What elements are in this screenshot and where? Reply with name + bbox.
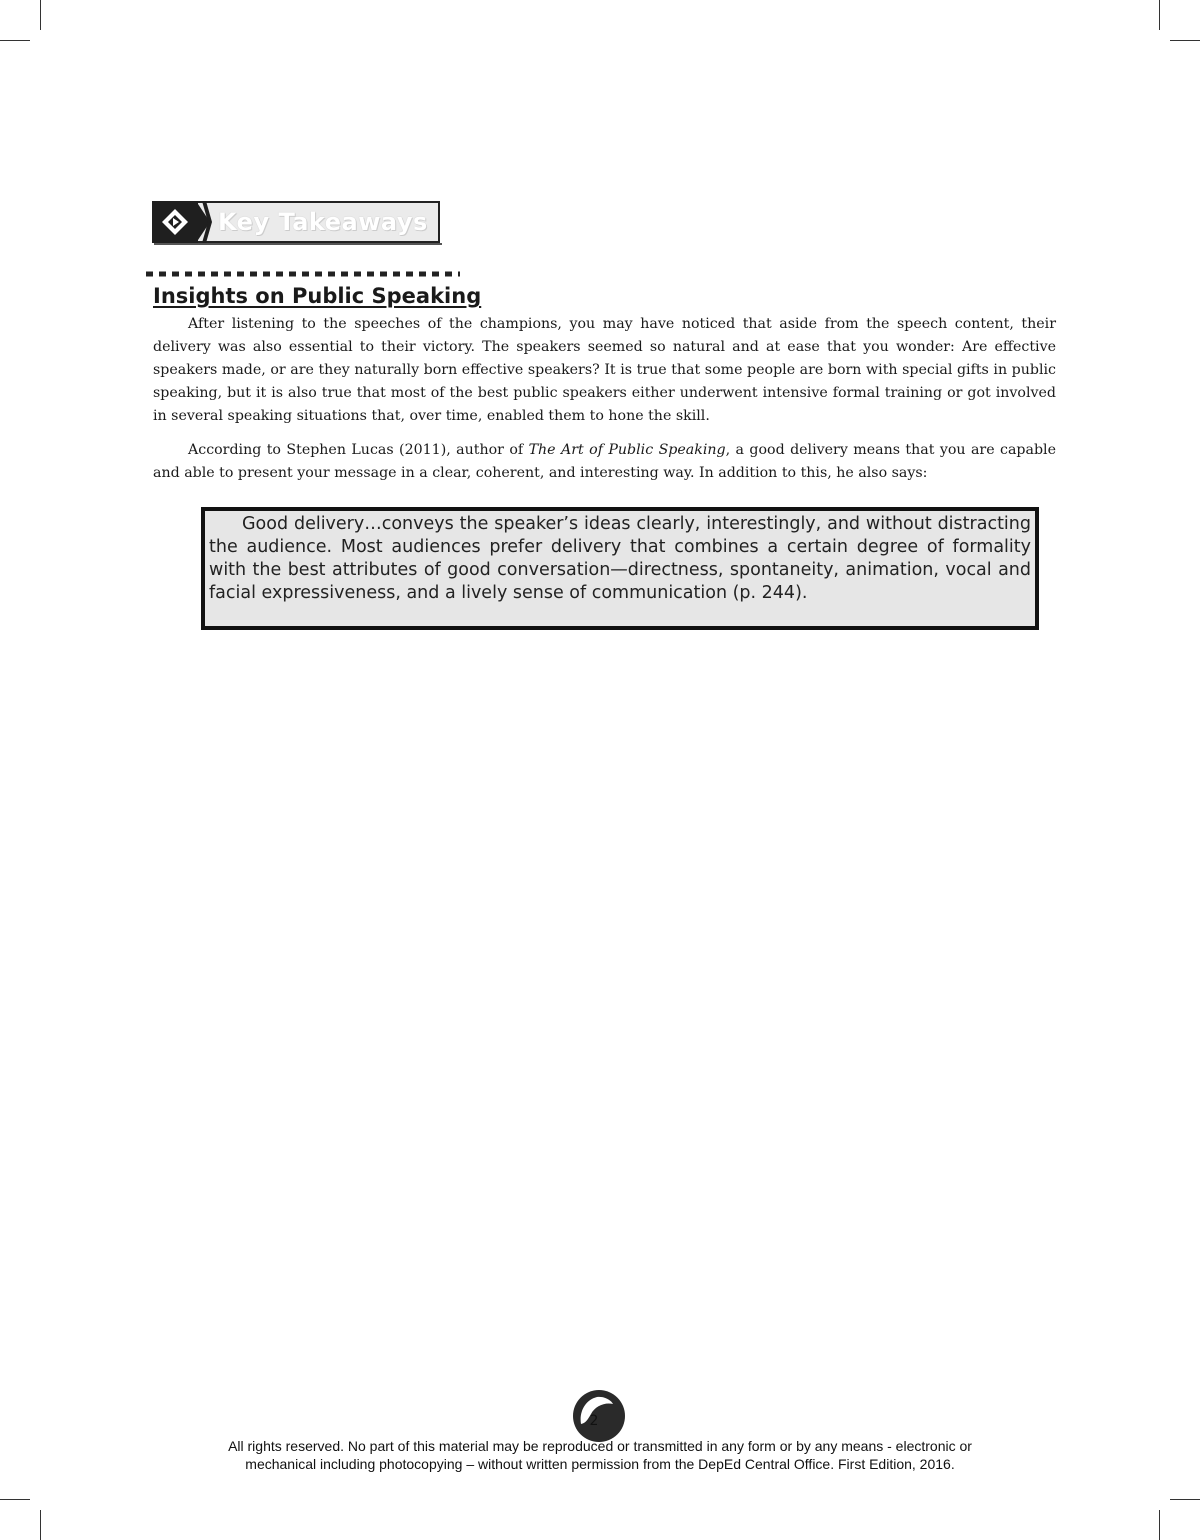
footer-copyright [150,1437,1050,1473]
diamond-arrow-icon [160,207,190,237]
quote-box [201,507,1039,630]
quote-text: Good delivery…conveys the speaker’s ideas clearly, interestingly, and without distracting the audience. Most audiences prefer delivery that combines a certain degree of formality with the best attributes of good conversation—directness, spontaneity, animation, vocal and facial expressiveness, and a lively sense of communication (p. 244). [209,514,1031,603]
crop-mark [1170,1499,1200,1500]
section-heading: Insights on Public Speaking [153,284,482,308]
crop-mark [40,0,41,30]
section-badge-stripe [202,201,212,243]
paragraph-text: , a good delivery means that you are capable and able to present your message in a clear, coherent, and interesting way. In addition to this, he also says: [153,442,1056,481]
section-badge [152,201,444,247]
body-paragraph: After listening to the speeches of the champions, you may have noticed that aside from the speech content, their delivery was also essential to their victory. The speakers seemed so natural and at ease that you wonder: Are effective speakers made, or are they naturally born effective speakers? It is true that some people are born with special gifts in public speaking, but it is also true that most of the best public speakers either underwent intensive formal training or got involved in several speaking situations that, over time, enabled them to hone the skill. [153,316,1056,424]
crop-mark [1159,1510,1160,1540]
crop-mark [1159,0,1160,30]
dotted-divider [144,271,462,277]
section-badge-label: Key Takeaways [218,208,428,236]
paragraph-text: According to Stephen Lucas (2011), author of [188,442,529,458]
crop-mark [1170,40,1200,41]
book-title: The Art of Public Speaking [528,442,726,458]
body-paragraph [153,439,1056,485]
crop-mark [40,1510,41,1540]
page-number: 2 [589,1413,599,1429]
footer-line: mechanical including photocopying – without written permission from the DepEd Central Office. First Edition, 2016. [245,1456,955,1472]
footer-line: All rights reserved. No part of this material may be reproduced or transmitted in any form or by any means - electronic or [228,1438,972,1454]
crop-mark [0,1499,30,1500]
crop-mark [0,40,30,41]
